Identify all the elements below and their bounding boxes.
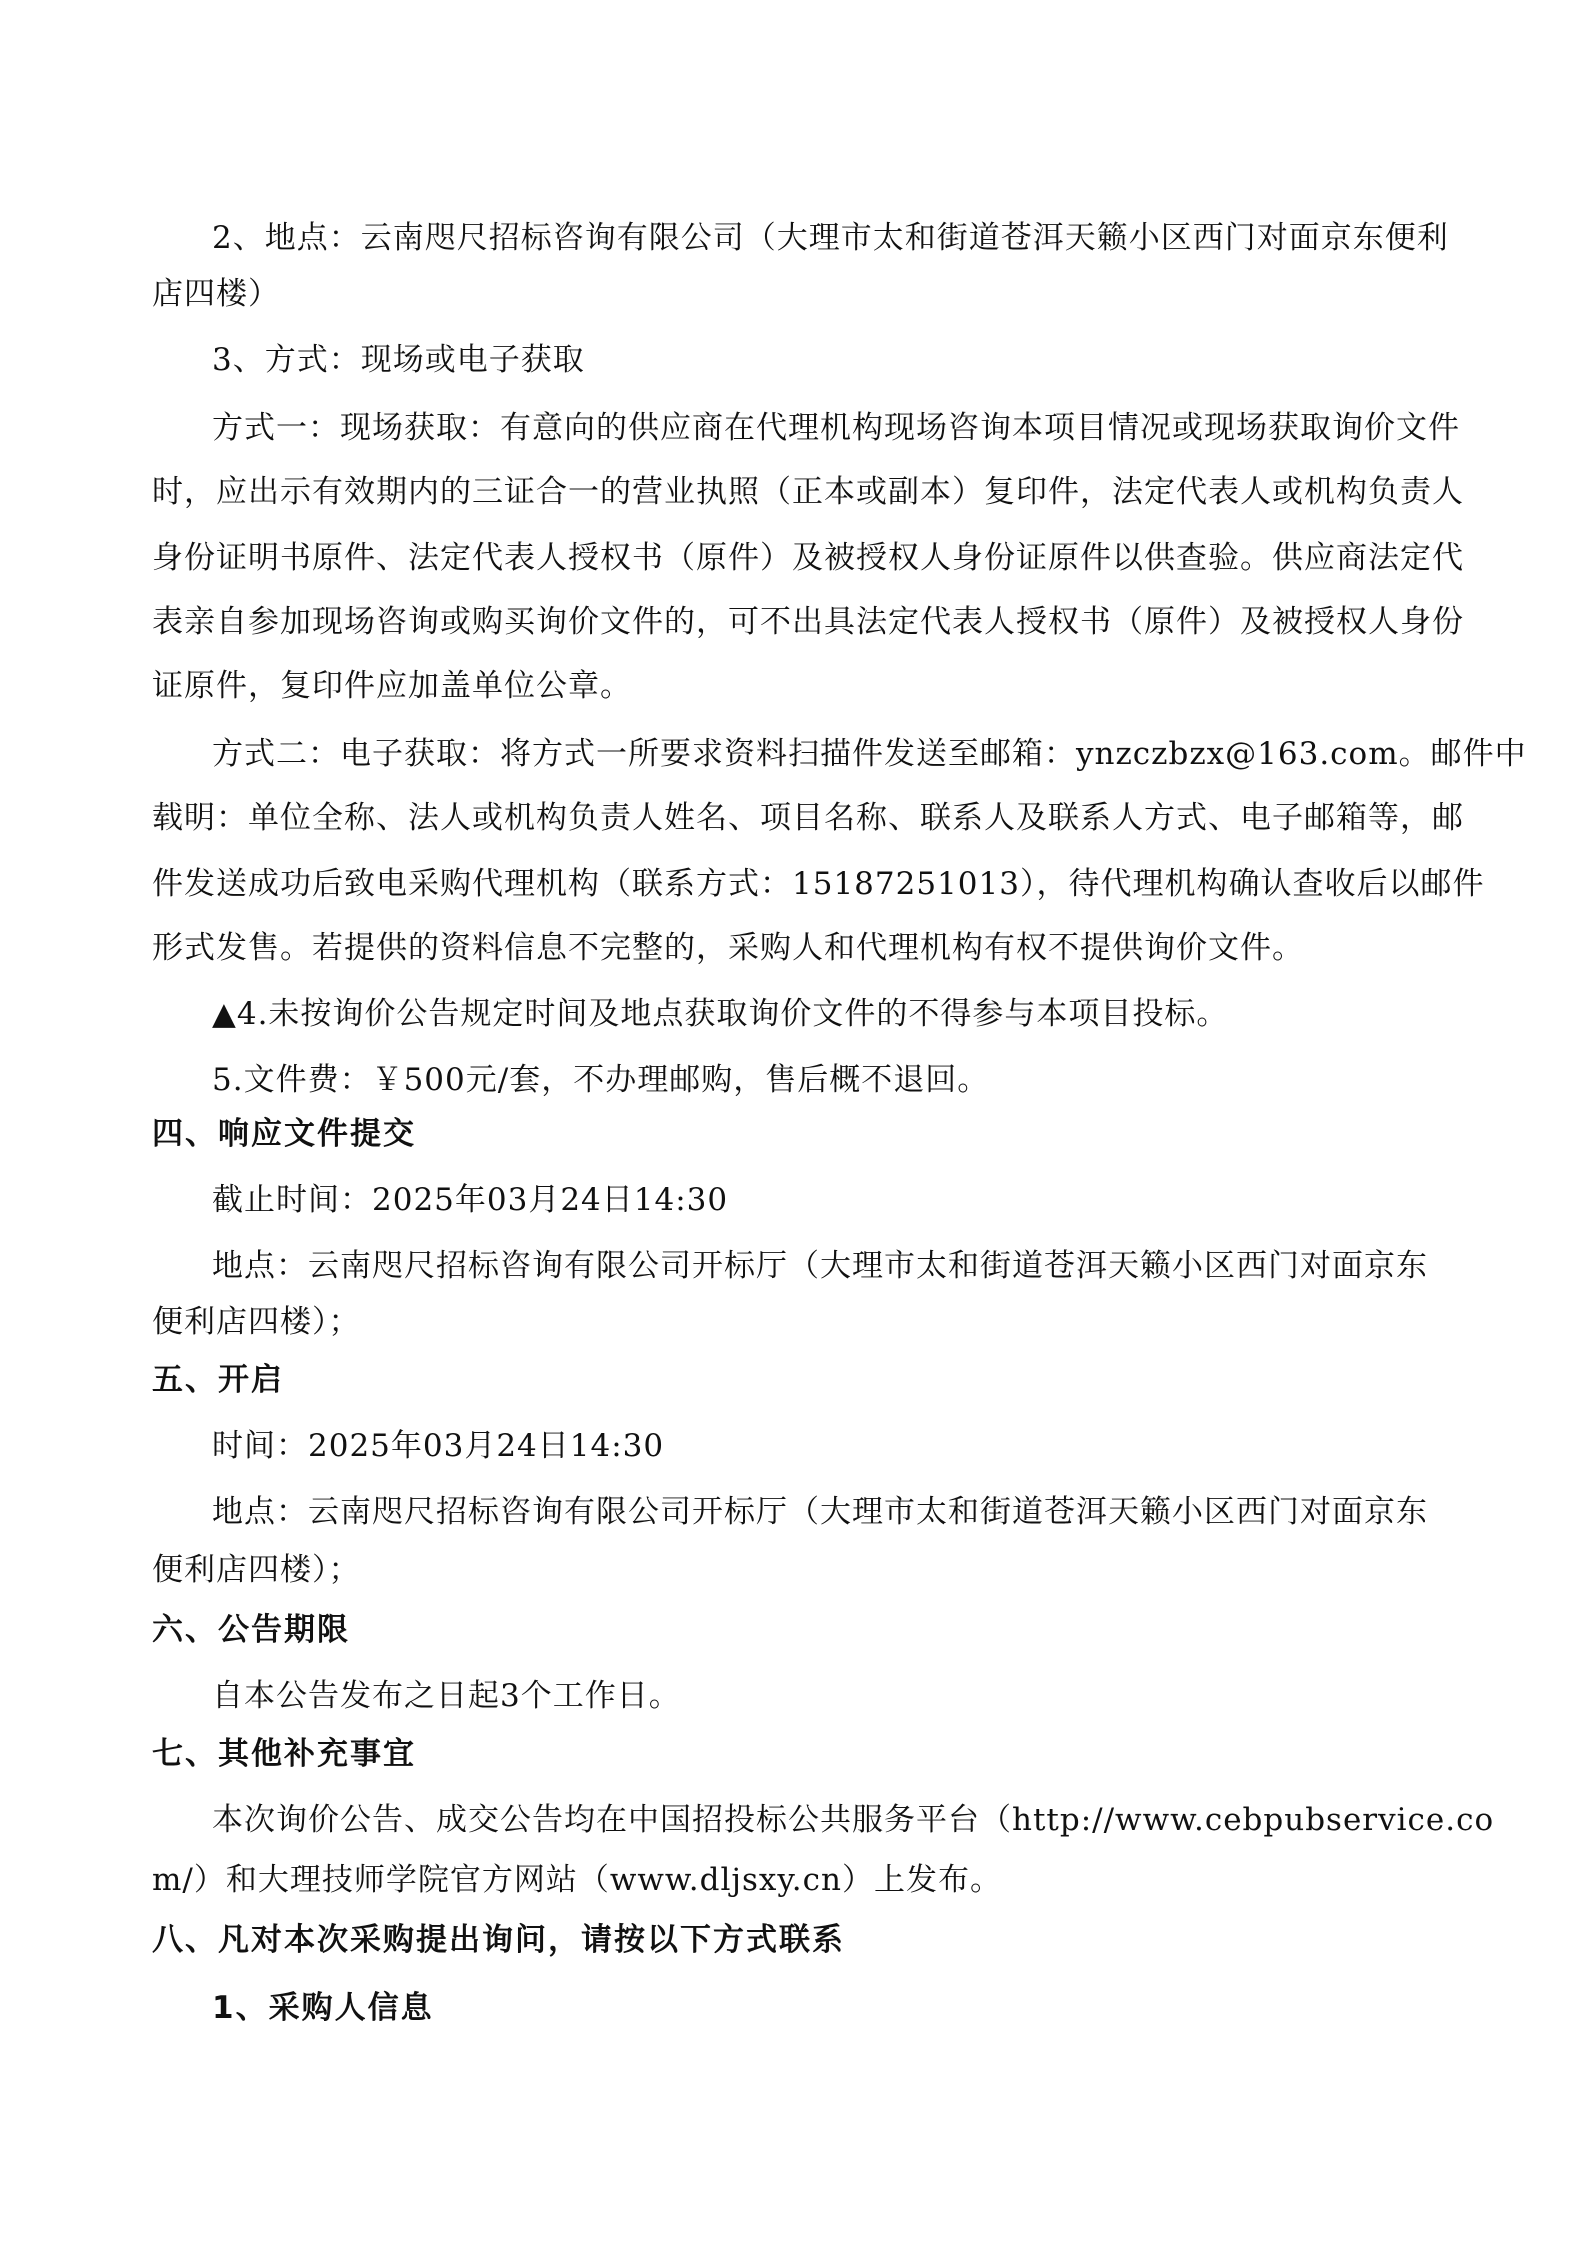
paragraph-submit-location-line-2: 便利店四楼）；	[152, 1304, 361, 1340]
subsection-heading-purchaser-info: 1、采购人信息	[212, 1990, 434, 2026]
paragraph-method-two-line-1: 方式二：电子获取：将方式一所要求资料扫描件发送至邮箱：ynzczbzx@163.com。邮件中	[212, 736, 1527, 772]
paragraph-item-4: ▲4.未按询价公告规定时间及地点获取询价文件的不得参与本项目投标。	[212, 996, 1229, 1032]
paragraph-method-one-line-5: 证原件，复印件应加盖单位公章。	[152, 668, 632, 704]
paragraph-submit-location-line-1: 地点：云南咫尺招标咨询有限公司开标厅（大理市太和街道苍洱天籁小区西门对面京东	[212, 1248, 1428, 1284]
section-heading-7: 七、其他补充事宜	[152, 1736, 416, 1772]
paragraph-item-5: 5.文件费：￥500元/套，不办理邮购，售后概不退回。	[212, 1062, 990, 1098]
section-heading-8: 八、凡对本次采购提出询问，请按以下方式联系	[152, 1922, 845, 1958]
paragraph-open-location-line-1: 地点：云南咫尺招标咨询有限公司开标厅（大理市太和街道苍洱天籁小区西门对面京东	[212, 1494, 1428, 1530]
paragraph-method-one-line-3: 身份证明书原件、法定代表人授权书（原件）及被授权人身份证原件以供查验。供应商法定代	[152, 540, 1464, 576]
paragraph-method-one-line-2: 时，应出示有效期内的三证合一的营业执照（正本或副本）复印件，法定代表人或机构负责人	[152, 474, 1464, 510]
paragraph-method-one-line-4: 表亲自参加现场咨询或购买询价文件的，可不出具法定代表人授权书（原件）及被授权人身份	[152, 604, 1464, 640]
paragraph-method-one-line-1: 方式一：现场获取：有意向的供应商在代理机构现场咨询本项目情况或现场获取询价文件	[212, 410, 1460, 446]
paragraph-deadline: 截止时间：2025年03月24日14:30	[212, 1182, 729, 1218]
section-heading-5: 五、开启	[152, 1362, 284, 1398]
section-heading-4: 四、响应文件提交	[152, 1116, 416, 1152]
paragraph-location-line-1: 2、地点：云南咫尺招标咨询有限公司（大理市太和街道苍洱天籁小区西门对面京东便利	[212, 220, 1449, 256]
paragraph-location-line-2: 店四楼）	[152, 276, 280, 312]
paragraph-method-two-line-4: 形式发售。若提供的资料信息不完整的，采购人和代理机构有权不提供询价文件。	[152, 930, 1304, 966]
paragraph-period: 自本公告发布之日起3个工作日。	[212, 1678, 681, 1714]
paragraph-open-location-line-2: 便利店四楼）；	[152, 1552, 361, 1588]
paragraph-other-line-2: m/）和大理技师学院官方网站（www.dljsxy.cn）上发布。	[152, 1862, 1002, 1898]
paragraph-method-two-line-3: 件发送成功后致电采购代理机构（联系方式：15187251013），待代理机构确认查收后以邮件	[152, 866, 1485, 902]
paragraph-other-line-1: 本次询价公告、成交公告均在中国招投标公共服务平台（http://www.cebpubservice.co	[212, 1802, 1495, 1838]
paragraph-open-time: 时间：2025年03月24日14:30	[212, 1428, 665, 1464]
paragraph-method-two-line-2: 载明：单位全称、法人或机构负责人姓名、项目名称、联系人及联系人方式、电子邮箱等，邮	[152, 800, 1464, 836]
section-heading-6: 六、公告期限	[152, 1612, 350, 1648]
paragraph-method: 3、方式：现场或电子获取	[212, 342, 585, 378]
